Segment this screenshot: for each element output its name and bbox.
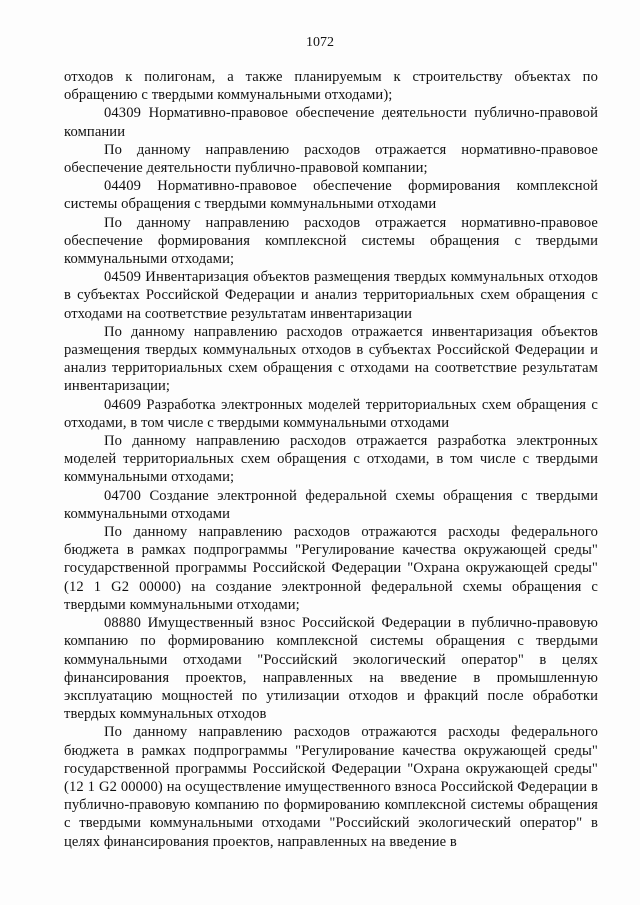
paragraph-heading-04509: 04509 Инвентаризация объектов размещения твердых коммунальных отходов в субъектах Российской Федерации и анализ территориальных схем обращения с отходами на соответствие результатам инвентаризации (64, 269, 598, 322)
paragraph-body: По данному направлению расходов отражаются расходы федерального бюджета в рамках подпрограммы "Регулирование качества окружающей среды" государственной программы Российской Федерации "Охрана окружающей среды" (12 1 G2 00000) на осуществление имущественного взноса Российской Федерации в публично-правовую компанию по формированию комплексной системы обращения с твердыми коммунальными отходами "Российский экологический оператор" в целях финансирования проектов, направленных на введение в (64, 724, 598, 850)
paragraph-body: По данному направлению расходов отражается инвентаризация объектов размещения твердых коммунальных отходов в субъектах Российской Федерации и анализ территориальных схем обращения с отходами на соответствие результатам инвентаризации; (64, 323, 598, 395)
paragraph-body: По данному направлению расходов отражаются расходы федерального бюджета в рамках подпрограммы "Регулирование качества окружающей среды" государственной программы Российской Федерации "Охрана окружающей среды" (12 1 G2 00000) на создание электронной федеральной схемы обращения с твердыми коммунальными отходами; (64, 524, 598, 613)
paragraph-heading-04409: 04409 Нормативно-правовое обеспечение формирования комплексной системы обращения с твердыми коммунальными отходами (64, 178, 598, 213)
paragraph-heading-08880: 08880 Имущественный взнос Российской Федерации в публично-правовую компанию по формированию комплексной системы обращения с твердыми коммунальными отходами "Российский экологический оператор" в целях финансирования проектов, направленных на введение в промышленную эксплуатацию мощностей по утилизации отходов и фракций после обработки твердых коммунальных отходов (64, 615, 598, 723)
paragraph-heading-04700: 04700 Создание электронной федеральной схемы обращения с твердыми коммунальными отходами (64, 487, 598, 522)
document-body (64, 68, 598, 851)
paragraph-body: По данному направлению расходов отражается разработка электронных моделей территориальных схем обращения с отходами, в том числе с твердыми коммунальными отходами; (64, 433, 598, 486)
paragraph-body: По данному направлению расходов отражается нормативно-правовое обеспечение формирования комплексной системы обращения с твердыми коммунальными отходами; (64, 214, 598, 268)
paragraph-heading-04609: 04609 Разработка электронных моделей территориальных схем обращения с отходами, в том числе с твердыми коммунальными отходами (64, 396, 598, 431)
paragraph-body: По данному направлению расходов отражается нормативно-правовое обеспечение деятельности публично-правовой компании; (64, 141, 598, 177)
paragraph-continuation: отходов к полигонам, а также планируемым к строительству объектах по обращению с твердыми коммунальными отходами); (64, 69, 598, 104)
page-number: 1072 (306, 35, 334, 50)
paragraph-heading-04309: 04309 Нормативно-правовое обеспечение деятельности публично-правовой компании (64, 105, 598, 140)
